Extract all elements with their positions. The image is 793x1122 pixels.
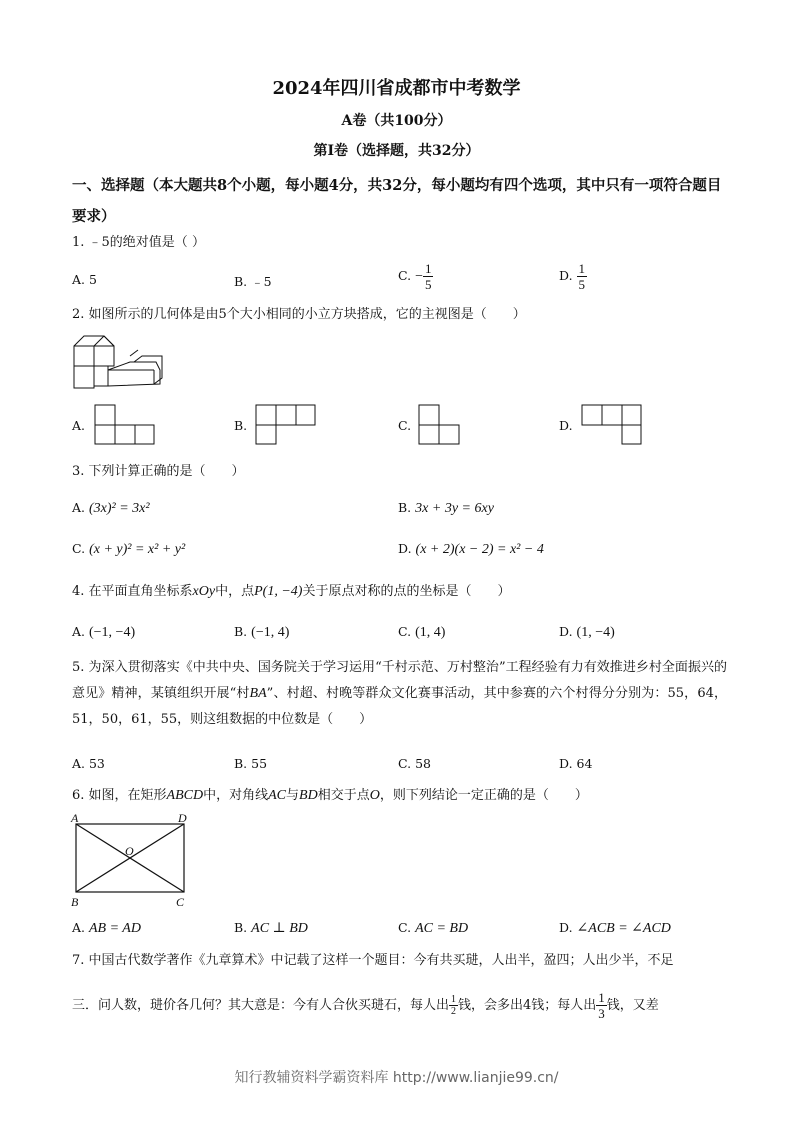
- q1-option-c: [398, 261, 433, 292]
- q6-rect-name: ABCD: [166, 788, 204, 803]
- q3-option-a-label: A.: [72, 500, 86, 515]
- q1-c-numerator: 1: [424, 261, 432, 276]
- q5-option-b: B. 55: [234, 756, 268, 771]
- q1-option-d-fraction: [577, 261, 588, 292]
- q6-stem: [72, 787, 588, 805]
- q6-option-a-label: A.: [72, 920, 86, 935]
- q5-ba: BA: [249, 686, 267, 701]
- q6-option-b-expr: AC ⊥ BD: [251, 921, 308, 936]
- q1-option-c-label: C.: [398, 268, 412, 283]
- q3-option-b: [398, 500, 494, 517]
- q3-option-c-expr: (x + y)² = x² + y²: [89, 542, 186, 557]
- q1-c-denominator: 5: [424, 277, 432, 292]
- q2-option-b-figure: [255, 404, 317, 446]
- q3-option-c: [72, 541, 185, 558]
- q7-fraction-third: [596, 990, 607, 1021]
- q5-option-a: A. 53: [72, 756, 105, 771]
- volume-a-heading: A卷（共100分）: [341, 113, 452, 129]
- q3-option-d-expr: (x + 2)(x − 2) = x² − 4: [415, 542, 544, 557]
- q4-option-d-label: D.: [559, 624, 573, 639]
- part-one-heading: 第I卷（选择题，共32分）: [313, 143, 480, 159]
- q4-option-b: [234, 624, 289, 641]
- q3-option-d-label: D.: [398, 541, 412, 556]
- q4-stem-part2: 中，点: [215, 584, 255, 599]
- q3-option-b-label: B.: [398, 500, 412, 515]
- q3-option-b-expr: 3x + 3y = 6xy: [415, 501, 494, 516]
- q4-option-a: [72, 624, 135, 641]
- q6-option-c-expr: AC = BD: [415, 921, 469, 936]
- q1-d-denominator: 5: [578, 277, 586, 292]
- q2-option-c-label: C.: [398, 418, 412, 433]
- q7-line2: [72, 990, 732, 1021]
- section-heading: 一、选择题（本大题共8个小题，每小题4分，共32分，每小题均有四个选项，其中只有一项符合题目要求）: [72, 177, 722, 225]
- q6-option-d: [559, 920, 671, 937]
- q4-stem-part3: 关于原点对称的点的坐标是（ ）: [302, 584, 511, 599]
- q7-f1-numerator: 1: [451, 994, 457, 1005]
- q6-rectangle-figure: [68, 810, 198, 910]
- q4-stem-part1: 4. 在平面直角坐标系: [72, 584, 193, 599]
- q5-stem-part2: ”、村超、村晚等群众文化赛事活动，其中参赛的六个村得分分别为：55，64，51，50，61，55，则这组数据的中位数是（ ）: [72, 686, 727, 727]
- q1-option-d: [559, 261, 587, 292]
- q5-option-c: C. 58: [398, 756, 431, 771]
- q4-option-a-label: A.: [72, 624, 86, 639]
- q6-stem-part2: 中，对角线: [203, 788, 269, 803]
- q1-option-d-label: D.: [559, 268, 573, 283]
- q2-option-c-figure: [418, 404, 462, 446]
- q4-option-a-value: (−1, −4): [89, 625, 136, 640]
- q7-line2-part3: 钱，又差: [606, 998, 659, 1013]
- q2-solid-figure: [70, 330, 170, 394]
- q6-option-b: [234, 920, 308, 937]
- q2-option-a-label: A.: [72, 418, 86, 433]
- q4-option-c: [398, 624, 445, 641]
- q6-stem-part1: 6. 如图，在矩形: [72, 788, 167, 803]
- q6-point-o: O: [369, 788, 380, 803]
- q7-f2-denominator: 3: [598, 1006, 605, 1021]
- q6-stem-part5: ，则下列结论一定正确的是（ ）: [379, 788, 588, 803]
- q1-option-c-fraction: [423, 261, 434, 292]
- q4-option-d-value: (1, −4): [576, 625, 615, 640]
- q4-option-c-value: (1, 4): [415, 625, 446, 640]
- q2-option-d-figure: [581, 404, 643, 446]
- footer-watermark: 知行教辅资料学霸资料库 http://www.lianjie99.cn/: [234, 1070, 559, 1086]
- q6-option-c: [398, 920, 468, 937]
- q3-option-c-label: C.: [72, 541, 86, 556]
- q1-option-a: A. 5: [72, 272, 97, 287]
- q4-option-b-value: (−1, 4): [251, 625, 290, 640]
- q3-option-a-expr: (3x)² = 3x²: [89, 501, 150, 516]
- q6-diag-bd: BD: [299, 788, 318, 803]
- q6-stem-part4: 相交于点: [317, 788, 370, 803]
- q6-label-d: D: [178, 811, 187, 825]
- q6-option-b-label: B.: [234, 920, 248, 935]
- q6-label-b: B: [71, 895, 79, 909]
- q7-line2-part2: 钱，会多出4钱；每人出: [458, 998, 597, 1013]
- q6-label-o: O: [125, 844, 134, 858]
- q4-stem: [72, 583, 510, 601]
- q1-option-c-sign: −: [415, 269, 423, 284]
- q1-option-b: B. ﹣5: [234, 274, 272, 289]
- q5-stem-part1: 5. 为深入贯彻落实《中共中央、国务院关于学习运用“千村示范、万村整治”工程经验有力有效推进乡村全面振兴的意见》精神，某镇组织开展“村: [72, 660, 727, 701]
- q6-option-c-label: C.: [398, 920, 412, 935]
- q5-stem: [72, 655, 727, 733]
- q3-option-d: [398, 541, 544, 558]
- q5-option-d: D. 64: [559, 756, 593, 771]
- q1-d-numerator: 1: [578, 261, 586, 276]
- q3-option-a: [72, 500, 150, 517]
- q3-stem: 3. 下列计算正确的是（ ）: [72, 464, 245, 479]
- q4-point: P(1, −4): [254, 584, 303, 599]
- q7-fraction-half: [449, 994, 458, 1017]
- q1-stem: 1. ﹣5的绝对值是（ ）: [72, 235, 205, 250]
- q4-option-d: [559, 624, 615, 641]
- q7-f2-numerator: 1: [598, 990, 605, 1005]
- q4-option-b-label: B.: [234, 624, 248, 639]
- q4-option-c-label: C.: [398, 624, 412, 639]
- q6-stem-part3: 与: [286, 788, 300, 803]
- q7-line2-part1: 三．问人数，琎价各几何？其大意是：今有人合伙买琎石，每人出: [72, 998, 450, 1013]
- q6-option-d-label: D.: [559, 920, 573, 935]
- q6-option-d-expr: ∠ACB = ∠ACD: [576, 921, 671, 936]
- q6-diag-ac: AC: [268, 788, 287, 803]
- q4-coordinate-system: xOy: [192, 584, 216, 599]
- q7-f1-denominator: 2: [451, 1006, 457, 1017]
- q6-option-a: [72, 920, 141, 937]
- q7-line1: 7. 中国古代数学著作《九章算术》中记载了这样一个题目：今有共买琎，人出半，盈四；人出少半，不足: [72, 953, 674, 968]
- q6-label-a: A: [71, 811, 79, 825]
- q6-option-a-expr: AB = AD: [89, 921, 141, 936]
- q2-option-d-label: D.: [559, 418, 573, 433]
- q2-option-b-label: B.: [234, 418, 248, 433]
- q2-stem: 2. 如图所示的几何体是由5个大小相同的小立方块搭成，它的主视图是（ ）: [72, 307, 526, 322]
- q2-option-a-figure: [94, 404, 156, 446]
- page-title: 2024年四川省成都市中考数学: [272, 78, 521, 99]
- q6-label-c: C: [176, 895, 185, 909]
